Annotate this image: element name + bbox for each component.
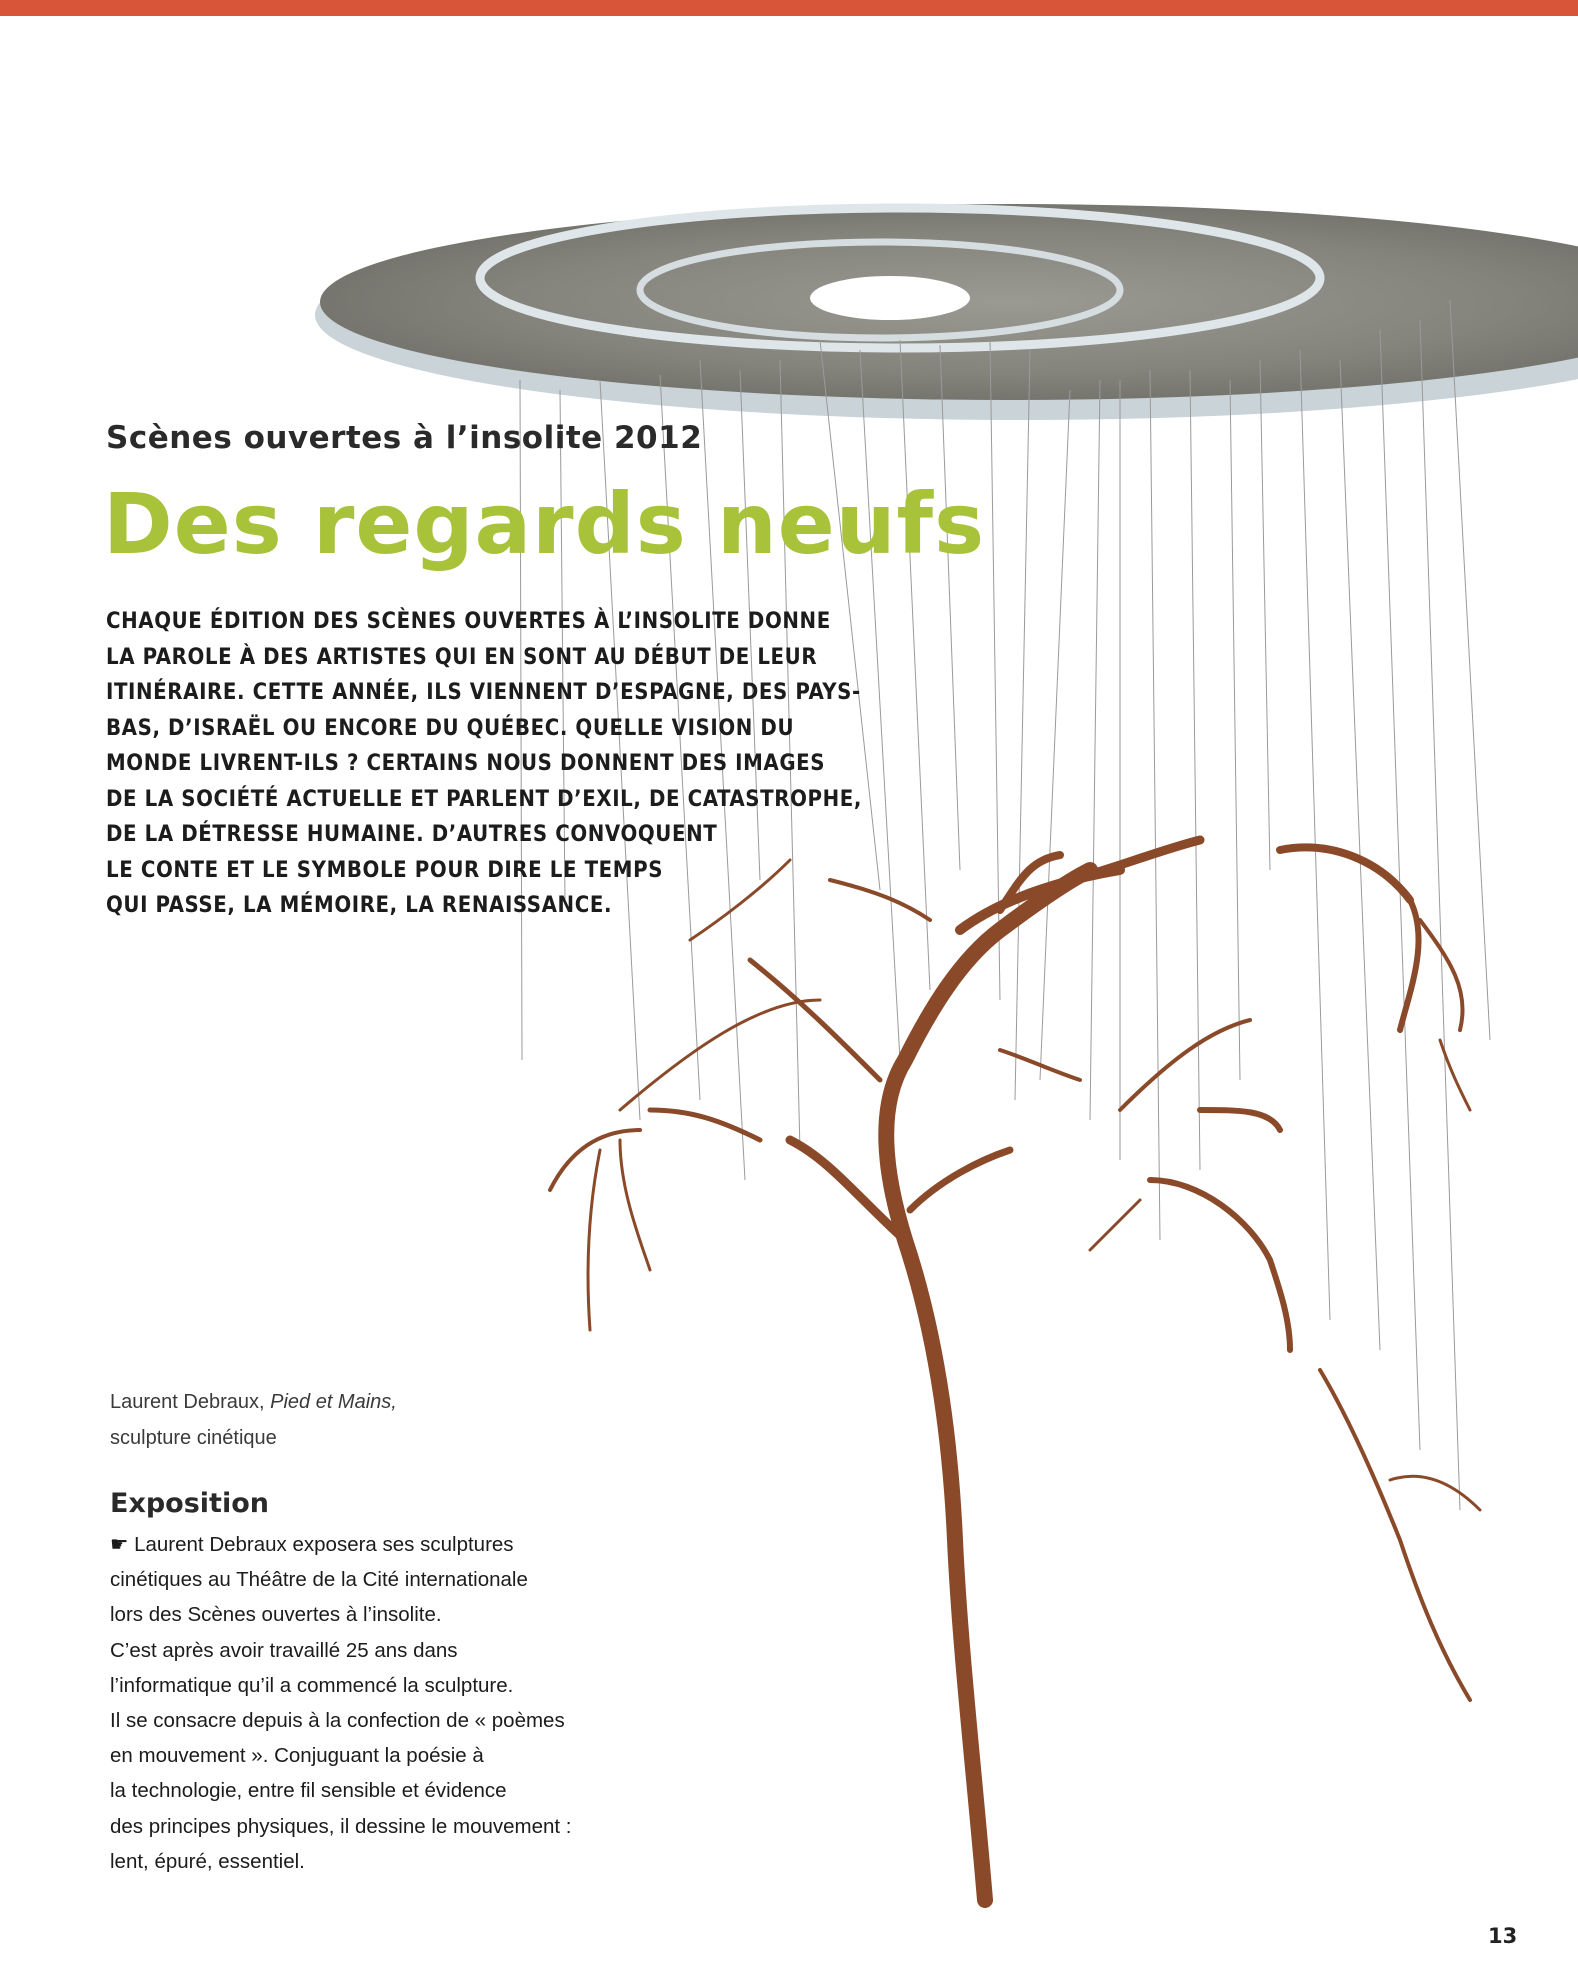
exposition-line: des principes physiques, il dessine le mouvement : [110, 1814, 572, 1838]
lead-line: ITINÉRAIRE. CETTE ANNÉE, ILS VIENNENT D’ESPAGNE, DES PAYS- [106, 680, 861, 705]
lead-line: MONDE LIVRENT-ILS ? CERTAINS NOUS DONNENT DES IMAGES [106, 751, 826, 776]
lead-line: DE LA DÉTRESSE HUMAINE. D’AUTRES CONVOQUENT [106, 822, 718, 847]
exposition-title: Exposition [110, 1488, 269, 1519]
exposition-line: Il se consacre depuis à la confection de « poèmes [110, 1709, 565, 1733]
article-kicker: Scènes ouvertes à l’insolite 2012 [106, 420, 703, 456]
caption-work-title: Pied et Mains, [270, 1391, 397, 1413]
exposition-body [110, 1527, 650, 1879]
lead-line: LE CONTE ET LE SYMBOLE POUR DIRE LE TEMPS [106, 857, 664, 883]
suspended-disc [315, 204, 1578, 420]
exposition-line: la technologie, entre fil sensible et évidence [110, 1779, 507, 1803]
lead-line: QUI PASSE, LA MÉMOIRE, LA RENAISSANCE. [106, 893, 613, 918]
caption-artist: Laurent Debraux, [110, 1391, 271, 1413]
exposition-line: en mouvement ». Conjuguant la poésie à [110, 1744, 484, 1768]
branch-sculpture [550, 840, 1480, 1900]
exposition-line: Laurent Debraux exposera ses sculptures [134, 1533, 514, 1556]
exposition-line: cinétiques au Théâtre de la Cité internationale [110, 1568, 528, 1592]
article-headline: Des regards neufs [103, 475, 986, 573]
exposition-line: C’est après avoir travaillé 25 ans dans [110, 1638, 458, 1662]
photo-caption [110, 1384, 397, 1456]
lead-line: LA PAROLE À DES ARTISTES QUI EN SONT AU DÉBUT DE LEUR [106, 644, 818, 670]
exposition-line: lent, épuré, essentiel. [110, 1849, 305, 1873]
article-lead [106, 604, 886, 924]
lead-line: DE LA SOCIÉTÉ ACTUELLE ET PARLENT D’EXIL, DE CATASTROPHE, [106, 786, 863, 812]
lead-line: CHAQUE ÉDITION DES SCÈNES OUVERTES À L’INSOLITE DONNE [106, 609, 831, 634]
exposition-line: lors des Scènes ouvertes à l’insolite. [110, 1603, 442, 1627]
pointing-hand-icon: ☛ [110, 1533, 129, 1556]
exposition-line-1 [110, 1527, 650, 1562]
page-number: 13 [1488, 1924, 1518, 1948]
exposition-line: l’informatique qu’il a commencé la sculpture. [110, 1673, 514, 1697]
caption-medium: sculpture cinétique [110, 1427, 277, 1449]
caption-line-1 [110, 1384, 397, 1420]
lead-line: BAS, D’ISRAËL OU ENCORE DU QUÉBEC. QUELLE VISION DU [106, 715, 795, 741]
